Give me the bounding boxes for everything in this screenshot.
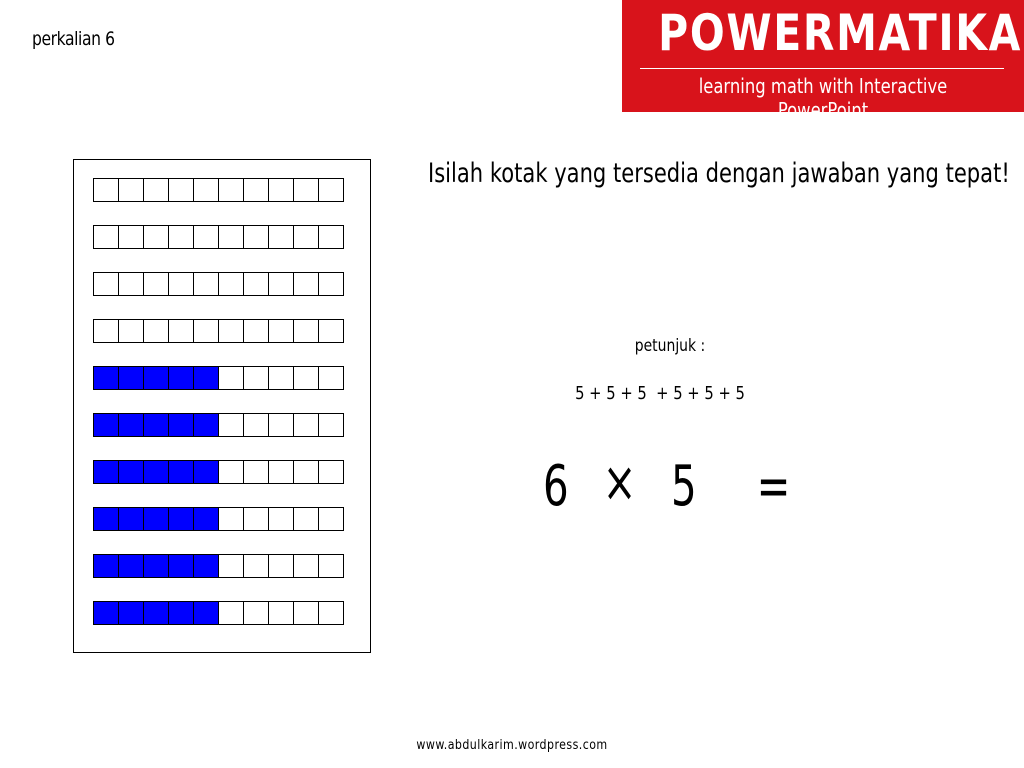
- equation-left-operand: 6: [542, 454, 569, 519]
- board-cell-empty: [268, 319, 294, 343]
- instruction-text: Isilah kotak yang tersedia dengan jawaban yang tepat!: [428, 158, 1010, 189]
- board-cell-empty: [268, 601, 294, 625]
- board-cell-empty: [293, 225, 319, 249]
- board-cell-empty: [143, 272, 169, 296]
- board-cell-filled: [193, 507, 219, 531]
- board-cell-empty: [268, 460, 294, 484]
- board-cell-filled: [143, 460, 169, 484]
- board-cell-empty: [318, 178, 344, 202]
- board-cell-empty: [118, 319, 144, 343]
- board-cell-filled: [118, 554, 144, 578]
- board-cell-empty: [143, 225, 169, 249]
- board-cell-empty: [268, 507, 294, 531]
- hint-label: petunjuk :: [634, 336, 706, 356]
- board-cell-empty: [243, 601, 269, 625]
- board-cell-filled: [143, 554, 169, 578]
- board-cell-empty: [318, 225, 344, 249]
- equation: [530, 452, 820, 522]
- board-cell-empty: [243, 272, 269, 296]
- board-cell-empty: [268, 225, 294, 249]
- board-cell-empty: [193, 272, 219, 296]
- board-cell-empty: [218, 225, 244, 249]
- counting-board: [73, 159, 371, 653]
- board-cell-empty: [93, 178, 119, 202]
- board-cell-empty: [193, 319, 219, 343]
- board-cell-filled: [118, 366, 144, 390]
- board-cell-empty: [268, 366, 294, 390]
- board-cell-empty: [243, 178, 269, 202]
- footer-url: www.abdulkarim.wordpress.com: [416, 738, 608, 753]
- board-cell-empty: [243, 413, 269, 437]
- board-row: [93, 554, 353, 578]
- board-cell-empty: [118, 178, 144, 202]
- board-cell-filled: [143, 366, 169, 390]
- board-cell-filled: [193, 460, 219, 484]
- board-cell-empty: [318, 272, 344, 296]
- board-cell-empty: [293, 272, 319, 296]
- board-cell-empty: [293, 601, 319, 625]
- board-cell-empty: [268, 178, 294, 202]
- board-row: [93, 601, 353, 625]
- board-cell-filled: [143, 507, 169, 531]
- board-cell-empty: [118, 272, 144, 296]
- board-cell-empty: [268, 554, 294, 578]
- board-cell-empty: [293, 319, 319, 343]
- board-cell-empty: [218, 178, 244, 202]
- board-cell-empty: [143, 319, 169, 343]
- board-cell-empty: [318, 554, 344, 578]
- board-cell-filled: [93, 601, 119, 625]
- brand-divider: [640, 68, 1004, 69]
- board-cell-empty: [268, 272, 294, 296]
- board-cell-empty: [318, 413, 344, 437]
- board-cell-empty: [218, 554, 244, 578]
- board-cell-empty: [218, 272, 244, 296]
- topic-label: perkalian 6: [32, 28, 115, 50]
- equation-operator: ×: [602, 450, 637, 515]
- board-cell-empty: [318, 601, 344, 625]
- equation-equals: =: [756, 454, 791, 519]
- board-cell-empty: [318, 507, 344, 531]
- board-row: [93, 460, 353, 484]
- board-cell-empty: [293, 460, 319, 484]
- board-cell-filled: [118, 601, 144, 625]
- brand-subtitle: learning math with Interactive PowerPoint: [698, 74, 948, 122]
- board-cell-filled: [168, 601, 194, 625]
- board-cell-empty: [218, 460, 244, 484]
- board-cell-empty: [268, 413, 294, 437]
- board-cell-empty: [243, 225, 269, 249]
- board-cell-empty: [218, 413, 244, 437]
- board-cell-filled: [168, 366, 194, 390]
- board-cell-filled: [168, 507, 194, 531]
- board-cell-filled: [168, 460, 194, 484]
- board-cell-filled: [193, 366, 219, 390]
- board-cell-empty: [293, 554, 319, 578]
- board-cell-filled: [93, 366, 119, 390]
- board-cell-empty: [93, 319, 119, 343]
- board-cell-empty: [293, 413, 319, 437]
- board-row: [93, 178, 353, 202]
- board-cell-empty: [243, 460, 269, 484]
- board-cell-empty: [118, 225, 144, 249]
- board-cell-filled: [193, 601, 219, 625]
- board-cell-empty: [93, 225, 119, 249]
- board-cell-filled: [118, 460, 144, 484]
- board-cell-empty: [218, 366, 244, 390]
- board-cell-filled: [93, 554, 119, 578]
- board-cell-filled: [93, 460, 119, 484]
- board-cell-empty: [93, 272, 119, 296]
- board-cell-empty: [168, 225, 194, 249]
- board-row: [93, 272, 353, 296]
- board-cell-filled: [193, 413, 219, 437]
- board-cell-filled: [168, 413, 194, 437]
- board-cell-empty: [218, 319, 244, 343]
- board-cell-empty: [318, 460, 344, 484]
- board-cell-filled: [118, 507, 144, 531]
- board-row: [93, 413, 353, 437]
- board-cell-filled: [93, 413, 119, 437]
- board-cell-filled: [118, 413, 144, 437]
- board-row: [93, 225, 353, 249]
- brand-title: POWERMATIKA: [658, 4, 1023, 62]
- board-cell-filled: [168, 554, 194, 578]
- board-cell-empty: [193, 178, 219, 202]
- board-row: [93, 366, 353, 390]
- board-cell-empty: [193, 225, 219, 249]
- board-cell-empty: [243, 366, 269, 390]
- board-cell-empty: [243, 507, 269, 531]
- board-cell-empty: [218, 507, 244, 531]
- board-cell-filled: [193, 554, 219, 578]
- board-cell-filled: [143, 413, 169, 437]
- board-cell-filled: [93, 507, 119, 531]
- board-cell-empty: [168, 178, 194, 202]
- board-cell-empty: [318, 319, 344, 343]
- board-cell-empty: [218, 601, 244, 625]
- board-cell-empty: [293, 366, 319, 390]
- board-row: [93, 319, 353, 343]
- equation-right-operand: 5: [670, 454, 697, 519]
- board-cell-empty: [143, 178, 169, 202]
- board-cell-empty: [318, 366, 344, 390]
- board-cell-empty: [168, 319, 194, 343]
- brand-banner: [622, 0, 1024, 122]
- board-cell-filled: [143, 601, 169, 625]
- board-cell-empty: [293, 507, 319, 531]
- board-cell-empty: [243, 554, 269, 578]
- board-cell-empty: [168, 272, 194, 296]
- board-cell-empty: [293, 178, 319, 202]
- hint-expression: 5 + 5 + 5 + 5 + 5 + 5: [575, 383, 745, 404]
- board-row: [93, 507, 353, 531]
- board-cell-empty: [243, 319, 269, 343]
